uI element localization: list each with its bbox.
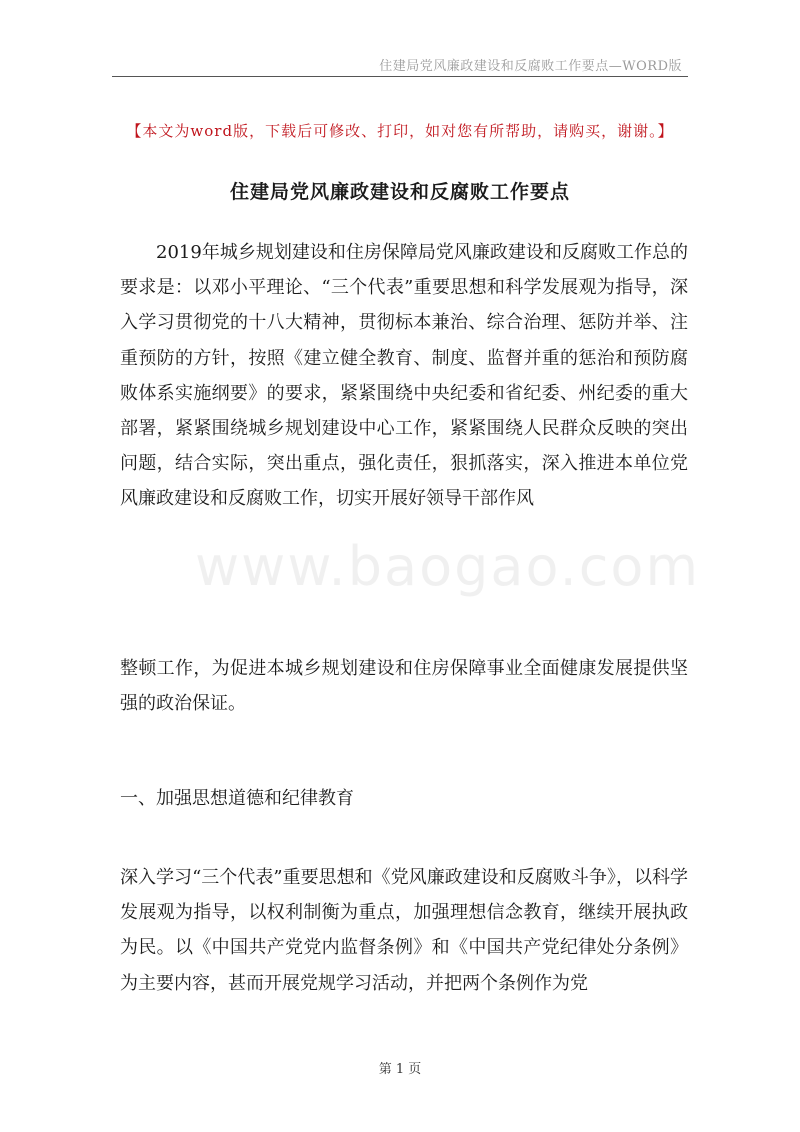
download-notice: 【本文为word版，下载后可修改、打印，如对您有所帮助，请购买，谢谢。】 [126, 122, 674, 140]
page-number: 第 1 页 [378, 1062, 422, 1077]
body-paragraph-1: 2019年城乡规划建设和住房保障局党风廉政建设和反腐败工作总的要求是：以邓小平理论、“三个代表”重要思想和科学发展观为指导，深入学习贯彻党的十八大精神，贯彻标本兼治、综合治理、惩防并举、注重预防的方针，按照《建立健全教育、制度、监督并重的惩治和预防腐败体系实施纲要》的要求，紧紧围绕中央纪委和省纪委、州纪委的重大部署，紧紧围绕城乡规划建设中心工作，紧紧围绕人民群众反映的突出问题，结合实际，突出重点，强化责任，狠抓落实，深入推进本单位党风廉政建设和反腐败工作，切实开展好领导干部作风 [120, 242, 688, 510]
watermark: www.baogao.com [195, 535, 701, 598]
body-paragraph-3: 深入学习“三个代表”重要思想和《党风廉政建设和反腐败斗争》，以科学发展观为指导，以权利制衡为重点，加强理想信念教育，继续开展执政为民。以《中国共产党党内监督条例》和《中国共产党纪律处分条例》为主要内容，甚而开展党规学习活动，并把两个条例作为党 [120, 867, 688, 994]
section-heading-1: 一、加强思想道德和纪律教育 [120, 788, 354, 809]
body-paragraph-2: 整顿工作，为促进本城乡规划建设和住房保障事业全面健康发展提供坚强的政治保证。 [120, 658, 688, 715]
header-divider [112, 76, 688, 77]
document-header-label: 住建局党风廉政建设和反腐败工作要点—WORD版 [379, 59, 682, 74]
document-title: 住建局党风廉政建设和反腐败工作要点 [229, 181, 570, 203]
